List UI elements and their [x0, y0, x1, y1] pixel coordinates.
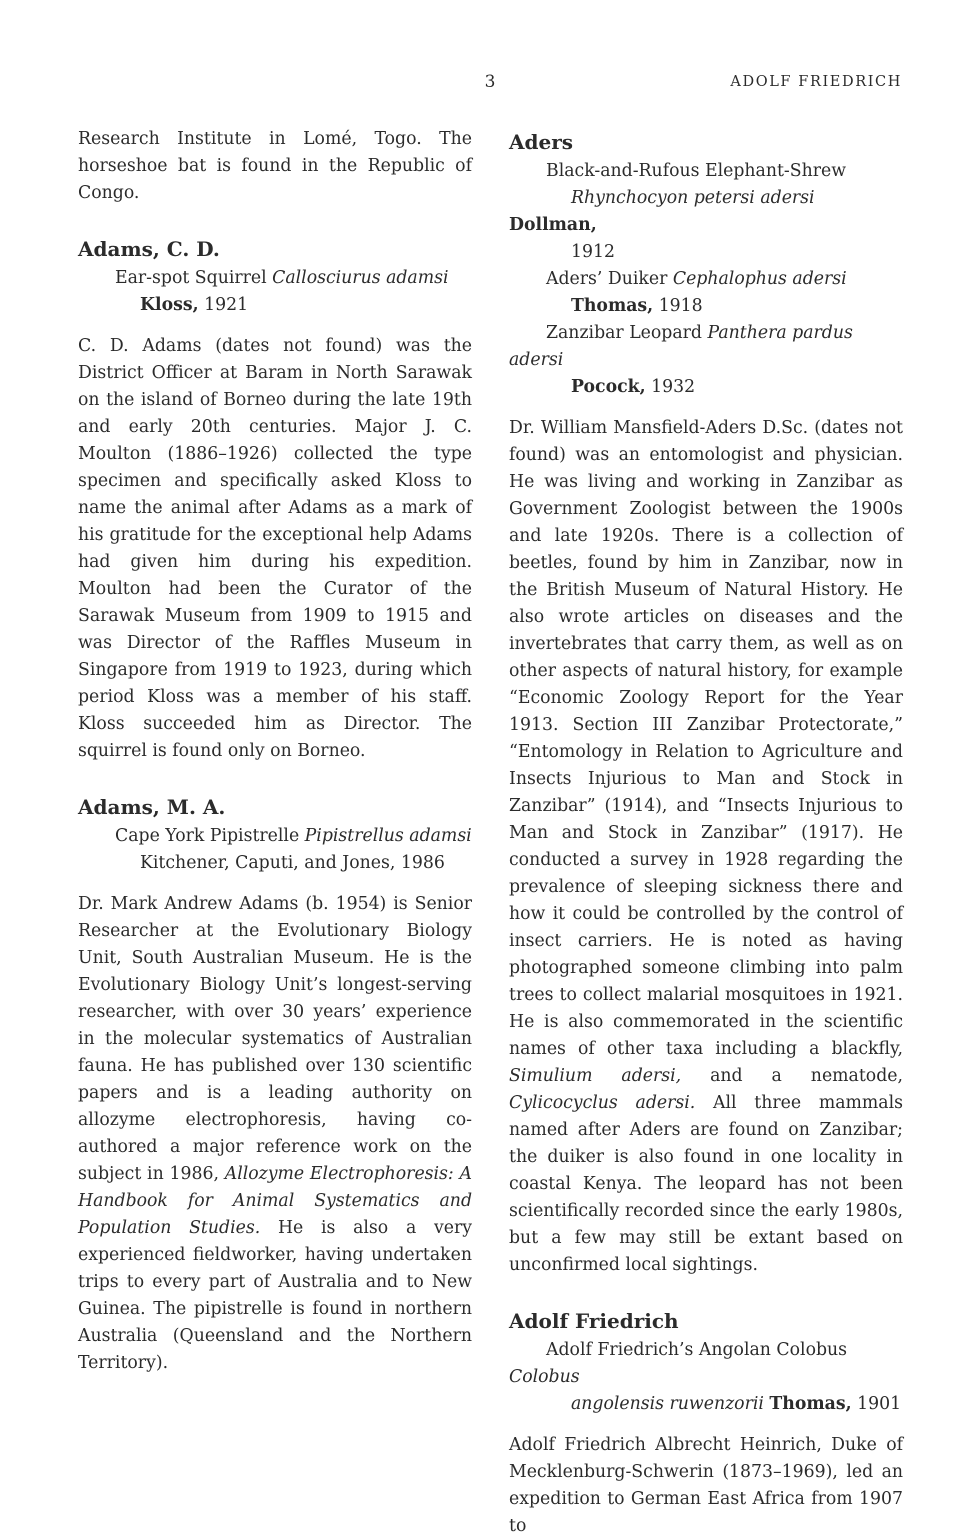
author-name: Dollman, [509, 215, 597, 235]
species-list [509, 1337, 903, 1418]
scientific-name: Colobus [509, 1367, 580, 1387]
species-line [78, 265, 472, 319]
entry-text: C. D. Adams (dates not found) was the District Officer at Baram in North Sarawak on the island of Borneo during the late 19th and early 20th centuries. Major J. C. Moulton (1886–1926) collected the type specimen and specifically asked Kloss to name the animal after Adams as a mark of his gratitude for the exceptional help Adams had given him during his expedition. Moulton had been the Curator of the Sarawak Museum from 1909 to 1915 and was Director of the Raffles Museum in Singapore from 1919 to 1923, during which period Kloss was a member of his staff. Kloss succeeded him as Director. The squirrel is found only on Borneo. [78, 336, 472, 761]
species-list [78, 265, 472, 319]
entry-heading: Adolf Friedrich [509, 1309, 679, 1333]
scientific-name: Pipistrellus adamsi [304, 826, 472, 846]
year: 1918 [658, 296, 703, 316]
year: 1921 [204, 295, 249, 315]
common-name: Black-and-Rufous Elephant-Shrew [546, 161, 847, 181]
species-line [509, 1337, 903, 1418]
common-name: Ear-spot Squirrel [115, 268, 267, 288]
common-name: Cape York Pipistrelle [115, 826, 300, 846]
entry-text: Dr. William Mansfield-Aders D.Sc. (dates not found) was an entomologist and physician. He was living and working in Zanzibar as Government Zoologist between the 1900s and late 1920s. There is a collection of beetles, found by him in Zanzibar, now in the British Museum of Natural History. He also wrote articles on diseases and the invertebrates that carry them, as well as on other aspects of natural history, for example “Economic Zoology Report for the Year 1913. Section III Zanzibar Protectorate,” “Entomology in Relation to Agriculture and Insects Injurious to Man and Stock in Zanzibar” (1914), and “Insects Injurious to Man and Stock in Zanzibar” (1917). He conducted a survey in 1928 regarding the prevalence of sleeping sickness there and how it could be controlled by the control of insect carriers. He is noted as having photographed someone climbing into palm trees to collect malarial mosquitoes in 1921. He is also commemorated in the scientific names of other taxa including a blackfly, Simulium adersi, and a nematode, Cylicocyclus adersi. All three mammals named after Aders are found on Zanzibar; the duiker is also found in one locality in coastal Kenya. The leopard has not been scientifically recorded since the early 1980s, but a few may still be extant based on unconfirmed local sightings. [509, 418, 903, 1275]
taxon-name: Cylicocyclus adersi. [509, 1093, 696, 1113]
entry-adams-cd [78, 233, 472, 765]
entry-heading: Aders [509, 130, 574, 154]
year: 1932 [651, 377, 696, 397]
entry-text: Adolf Friedrich Albrecht Heinrich, Duke of Mecklenburg-Schwerin (1873–1969), led an expedition to German East Africa from 1907 to [509, 1435, 903, 1536]
entry-text: Dr. Mark Andrew Adams (b. 1954) is Senior Researcher at the Evolutionary Biology Unit, South Australian Museum. He is the Evolutionary Biology Unit’s longest-serving researcher, with over 30 years’ experience in the molecular systematics of Australian fauna. He has published over 130 scientific papers and is a leading authority on allozyme electrophoresis, having co-authored a major reference work on the subject in 1986, Allozyme Electrophoresis: A Handbook for Animal Systematics and Population Studies. He is also a very experienced fieldworker, having undertaken trips to every part of Australia and to New Guinea. The pipistrelle is found in northern Australia (Queensland and the Northern Territory). [78, 894, 473, 1373]
author-name: Thomas, [571, 296, 654, 316]
entry-heading: Adams, C. D. [78, 237, 220, 261]
species-line [509, 266, 903, 320]
year: 1912 [571, 242, 615, 262]
continuation-paragraph: Research Institute in Lomé, Togo. The horseshoe bat is found in the Republic of Congo. [78, 129, 472, 203]
species-line [78, 823, 472, 877]
scientific-name: Cephalophus adersi [672, 269, 847, 289]
book-title: Allozyme Electrophoresis: A Handbook for Animal Systematics and Population Studies. [78, 1164, 473, 1238]
species-list [509, 158, 903, 401]
entry-heading: Adams, M. A. [78, 795, 226, 819]
right-column [509, 126, 903, 1540]
species-line [509, 158, 903, 266]
author-name: Pocock, [571, 377, 646, 397]
entry-aders [509, 126, 903, 1279]
species-line [509, 320, 903, 401]
author-name: Thomas, [769, 1394, 852, 1414]
entry-adolf-friedrich [509, 1305, 903, 1540]
taxon-name: Simulium adersi, [509, 1066, 682, 1086]
author-and-year: Kitchener, Caputi, and Jones, 1986 [140, 853, 445, 873]
scientific-name: Rhynchocyon petersi adersi [571, 188, 815, 208]
page-number: 3 [484, 72, 496, 92]
entry-adams-ma [78, 791, 472, 1377]
common-name: Aders’ Duiker [546, 269, 668, 289]
common-name: Zanzibar Leopard [546, 323, 702, 343]
author-name: Kloss, [140, 295, 199, 315]
scientific-name: Panthera pardus adersi [509, 323, 853, 370]
scientific-name: angolensis ruwenzorii [571, 1394, 764, 1414]
left-column [78, 126, 472, 1377]
species-list [78, 823, 472, 877]
year: 1901 [857, 1394, 902, 1414]
common-name: Adolf Friedrich’s Angolan Colobus [546, 1340, 848, 1360]
scientific-name: Callosciurus adamsi [272, 268, 449, 288]
running-head: ADOLF FRIEDRICH [730, 74, 902, 90]
